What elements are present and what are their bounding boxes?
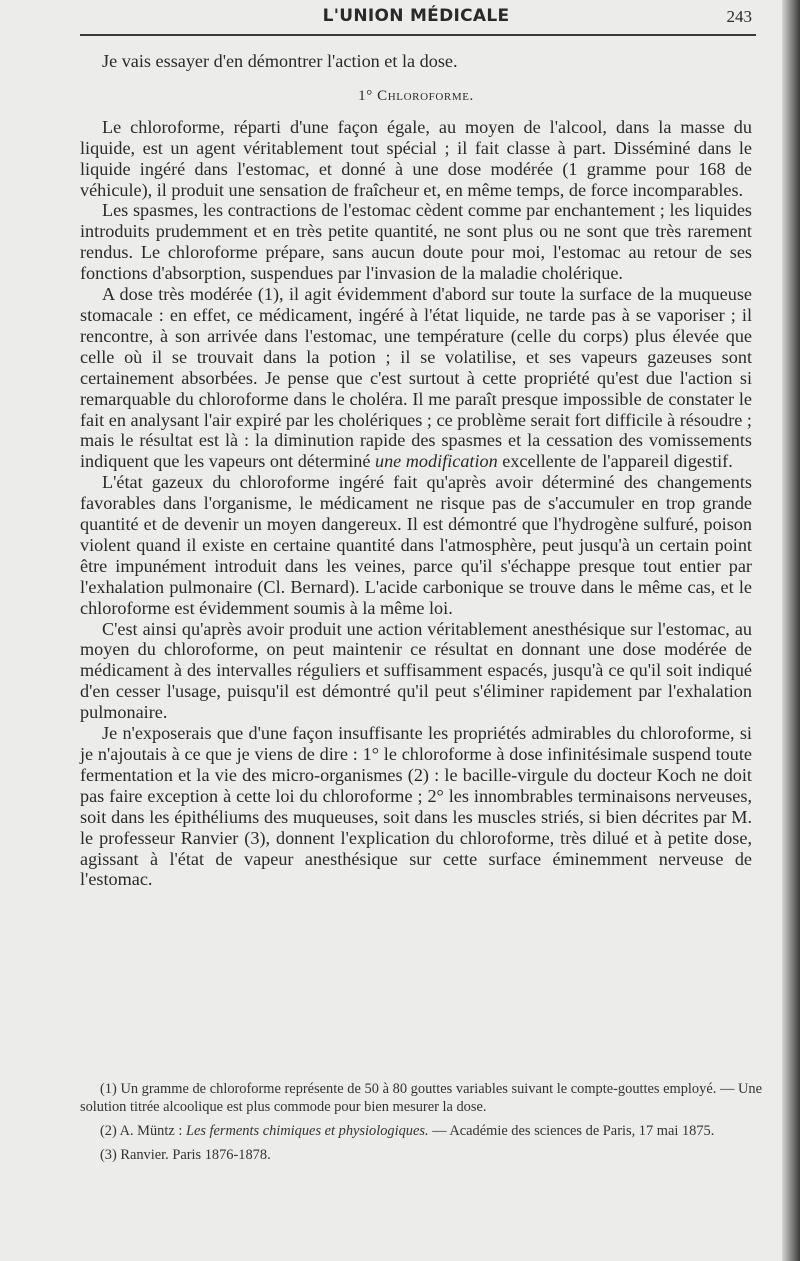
italic-phrase: une modification [374, 451, 498, 472]
footnote [80, 1122, 762, 1140]
footnote-text: (2) A. Müntz : [100, 1123, 183, 1139]
paragraph: Je n'exposerais que d'une façon insuffisante les propriétés admirables du chloroforme, si je n'ajoutais à ce que je viens de dire : 1° le chloroforme à dose infinitésimale suspend toute fermentation et la vie des micro-organismes (2) : le bacille-virgule du docteur Koch ne doit pas faire exception à cette loi du chloroforme ; 2° les innombrables terminaisons nerveuses, soit dans les épithéliums des muqueuses, soit dans les muscles striés, si bien décrites par M. le professeur Ranvier (3), donnent l'explication du chloroforme, très dilué et à petite dose, agissant à l'état de vapeur anesthésique sur cette surface éminemment nerveuse de l'estomac. [80, 723, 752, 890]
paragraph-text: A dose très modérée (1), il agit évidemment d'abord sur toute la surface de la muqueuse stomacale : en effet, ce médicament, ingéré à l'état liquide, ne tarde pas à se vaporiser ; il rencontre, à son arrivée dans l'estomac, une température (celle du corps) plus élevée que celle où il se trouvait dans la potion ; il se volatilise, et ses vapeurs gazeuses sont certainement absorbées. Je pense que c'est surtout à cette propriété qu'est due l'action si remarquable du chloroforme dans le choléra. Il me paraît presque impossible de constater le fait en analysant l'air expiré par les cholériques ; ce problème serait fort difficile à résoudre ; mais le résultat est là : la diminution rapide des spasmes et la cessation des vomissements indiquent que les vapeurs ont déterminé [80, 284, 752, 472]
paragraph: Les spasmes, les contractions de l'estomac cèdent comme par enchantement ; les liquides introduits prudemment et en très petite quantité, ne sont plus ou ne sont que très rarement rendus. Le chloroforme prépare, sans aucun doute pour moi, l'estomac au retour de ses fonctions d'absorption, suspendues par l'invasion de la maladie cholérique. [80, 200, 752, 284]
section-title [80, 86, 752, 107]
footnote-text: — Académie des sciences de Paris, 17 mai 1875. [432, 1123, 715, 1139]
article-body [80, 51, 752, 890]
paragraph: Le chloroforme, réparti d'une façon égale, au moyen de l'alcool, dans la masse du liquide, est un agent véritablement tout spécial ; il fait classe à part. Disséminé dans le liquide ingéré dans l'estomac, et donné à une dose modérée (1 gramme pour 168 de véhicule), il produit une sensation de fraîcheur et, en même temps, de force incomparables. [80, 116, 752, 200]
page-number: 243 [726, 7, 752, 26]
paragraph: L'état gazeux du chloroforme ingéré fait qu'après avoir déterminé des changements favorables dans l'organisme, le médicament ne risque pas de s'accumuler en trop grande quantité et de devenir un moyen dangereux. Il est démontré que l'hydrogène sulfuré, poison violent quand il existe en certaine quantité dans l'atmosphère, peut jusqu'à un certain point être impunément introduit dans les veines, parce qu'il s'échappe presque tout entier par l'exhalation pulmonaire (Cl. Bernard). L'acide carbonique se trouve dans le même cas, et le chloroforme est évidemment soumis à la même loi. [80, 472, 752, 618]
footnote: (3) Ranvier. Paris 1876-1878. [100, 1147, 271, 1163]
header-rule [80, 34, 756, 36]
paragraph-text: excellente de l'appareil digestif. [502, 451, 733, 472]
section-number: 1° [358, 87, 373, 104]
intro-paragraph: Je vais essayer d'en démontrer l'action et la dose. [102, 51, 458, 71]
paragraph [80, 284, 752, 472]
running-title: L'UNION MÉDICALE [322, 6, 510, 26]
footnote: (1) Un gramme de chloroforme représente de 50 à 80 gouttes variables suivant le compte-gouttes employé. — Une solution titrée alcoolique est plus commode pour bien mesurer la dose. [80, 1081, 762, 1115]
section-heading: Chloroforme. [377, 87, 474, 104]
paragraph: C'est ainsi qu'après avoir produit une action véritablement anesthésique sur l'estomac, au moyen du chloroforme, on peut maintenir ce résultat en donnant une dose modérée de médicament à des intervalles réguliers et suffisamment espacés, jusqu'à ce qu'il soit indiqué d'en cesser l'usage, puisqu'il est démontré qu'il peut s'éliminer rapidement par l'exhalation pulmonaire. [80, 618, 752, 723]
footnote-title: Les ferments chimiques et physiologiques. [185, 1123, 429, 1139]
footnotes [80, 1080, 762, 1170]
page-header [80, 6, 752, 32]
